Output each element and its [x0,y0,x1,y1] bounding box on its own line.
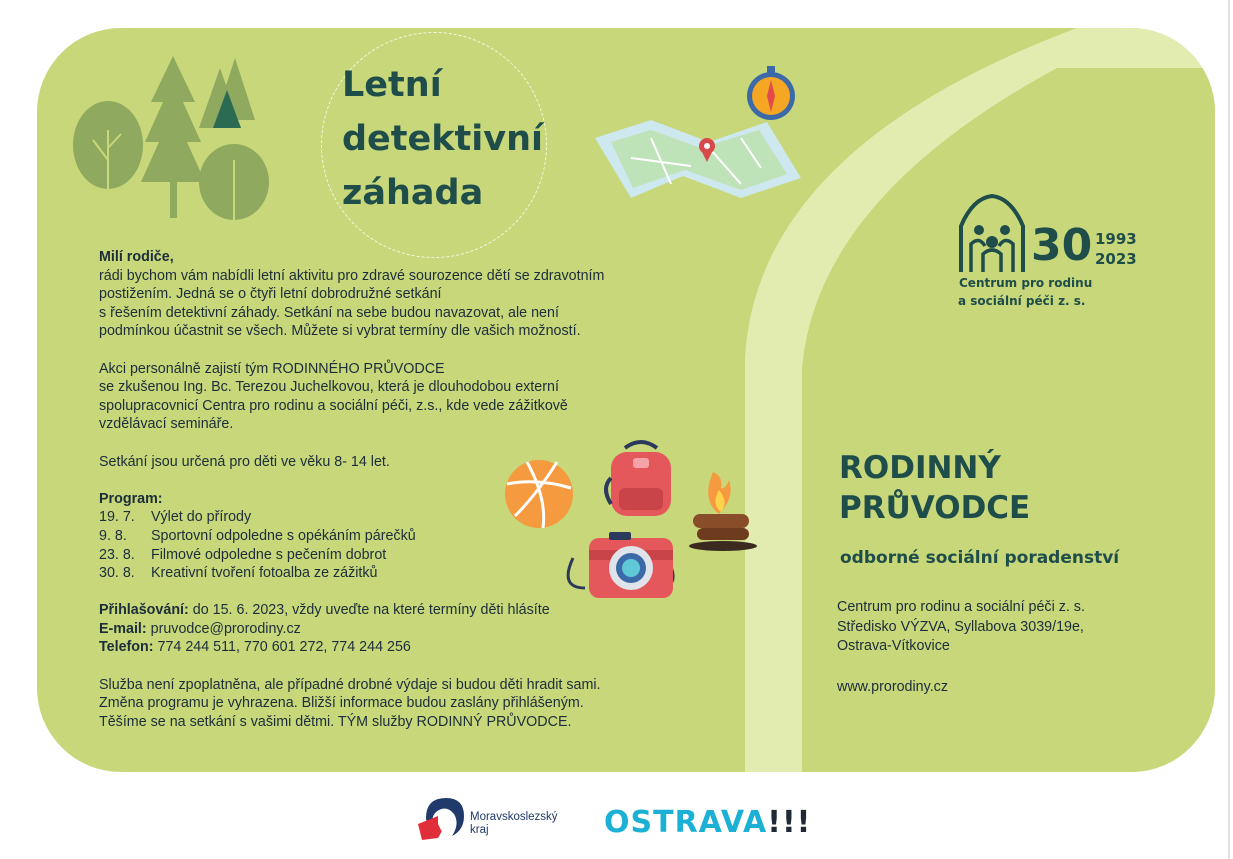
logo-org-line-1: Centrum pro rodinu [959,276,1093,290]
program-heading: Program: [99,490,163,507]
page-title [342,58,543,220]
anniversary-number: 30 [1031,220,1093,271]
address-line-2: Středisko VÝZVA, Syllabova 3039/19e, [837,618,1084,635]
intro-line-3: s řešením detektivní záhady. Setkání na sebe budou navazovat, ale není [99,304,559,321]
brand-line-1: RODINNÝ [839,450,1001,486]
address-line-3: Ostrava-Vítkovice [837,638,950,654]
msk-line-1: Moravskoslezský [470,811,558,823]
intro-line-1: rádi bychom vám nabídli letní aktivitu pro zdravé sourozence dětí se zdravotním [99,267,605,284]
address-block [837,598,1085,657]
ostrava-logo [604,805,811,840]
map-compass-illustration [591,58,811,228]
email-address: pruvodce@prorodiny.cz [146,620,301,637]
year-end: 2023 [1095,250,1137,268]
msk-logo-icon [416,794,468,842]
closing-line-3: Těšíme se na setkání s vašimi dětmi. TÝM služby RODINNÝ PRŮVODCE. [99,713,572,730]
program-text: Kreativní tvoření fotoalba ze zážitků [151,565,378,582]
registration-text: do 15. 6. 2023, vždy uveďte na které termíny děti hlásíte [188,602,550,619]
brand-line-2: PRŮVODCE [839,490,1031,526]
ball-icon [505,460,573,528]
camera-icon [568,532,673,598]
logo-org-line-2: a sociální péči z. s. [958,294,1086,308]
team-line-4: vzdělávací semináře. [99,416,234,433]
flyer-card [37,28,1215,772]
phone-line [99,638,739,657]
program-text: Výlet do přírody [151,509,252,526]
title-line-3: záhada [342,173,484,213]
program-date: 23. 8. [99,546,135,563]
msk-logo-text [470,811,558,837]
program-date: 30. 8. [99,565,135,582]
campfire-icon [689,472,757,551]
program-date: 9. 8. [99,527,127,544]
backpack-icon [606,442,671,516]
team-line-3: spolupracovnicí Centra pro rodinu a sociální péči, z.s., kde vede zážitkově [99,397,568,414]
title-line-1: Letní [342,65,442,105]
program-text: Filmové odpoledne s pečením dobrot [151,546,387,563]
website-link[interactable]: www.prorodiny.cz [837,679,948,695]
page-edge-line [1228,0,1230,859]
greeting: Milí rodiče, [99,249,174,265]
team-line-1: Akci personálně zajistí tým RODINNÉHO PRŮVODCE [99,360,445,377]
address-line-1: Centrum pro rodinu a sociální péči z. s. [837,599,1085,615]
phone-label: Telefon: [99,639,154,656]
program-date: 19. 7. [99,509,135,526]
trees-illustration [55,50,275,240]
year-start: 1993 [1095,230,1137,248]
brand-title [839,448,1030,528]
organization-logo [955,194,1029,274]
activities-illustration [497,438,757,608]
age-text: Setkání jsou určená pro děti ve věku 8- 14 let. [99,453,390,470]
team-line-2: se zkušenou Ing. Bc. Terezou Juchelkovou, která je dlouhodobou externí [99,379,559,396]
intro-line-4: podmínkou účastnit se všech. Můžete si vybrat termíny dle vašich možností. [99,323,581,340]
ostrava-word: OSTRAVA [604,805,768,840]
msk-line-2: kraj [470,824,489,836]
email-label: E-mail: [99,620,147,637]
closing-line-2: Změna programu je vyhrazena. Bližší informace budou zaslány přihlášeným. [99,695,584,712]
phone-numbers: 774 244 511, 770 601 272, 774 244 256 [153,639,411,656]
intro-line-2: postižením. Jedná se o čtyři letní dobrodružné setkání [99,286,442,303]
closing-line-1: Služba není zpoplatněna, ale případné drobné výdaje si budou děti hradit sami. [99,676,601,693]
brand-subtitle: odborné sociální poradenství [840,548,1120,568]
ostrava-exclamations: !!! [767,805,812,840]
email-line [99,620,739,639]
registration-label: Přihlašování: [99,602,189,619]
program-text: Sportovní odpoledne s opékáním párečků [151,527,416,544]
title-line-2: detektivní [342,119,543,159]
